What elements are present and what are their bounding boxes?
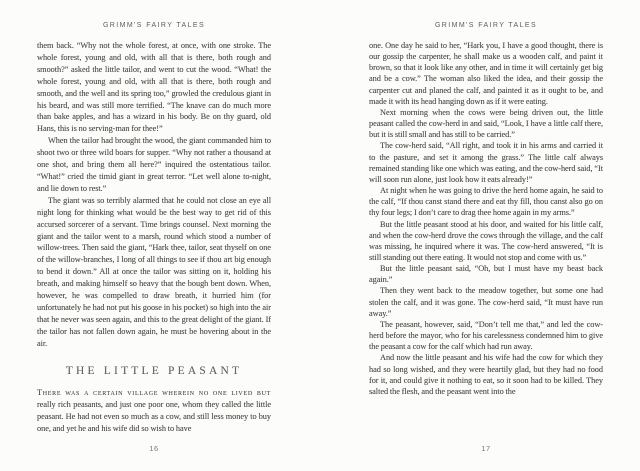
page-17 bbox=[369, 0, 603, 471]
paragraph: When the tailor had brought the wood, the giant commanded him to shoot two or three wild boars for supper. “Why not rather a thousand at one shot, and bring them all here?” inquired the ostentatious tailor. “What!” cried the timid giant in great terror. “Let well alone to-night, and lie down to rest.” bbox=[37, 136, 271, 193]
paragraph: There was a certain village wherein no one lived but really rich peasants, and just one poor one, whom they called the little peasant. He had not even so much as a cow, and still less money to buy one, and yet he and his wife did so wish to have bbox=[37, 388, 271, 434]
smallcaps-lead: There was a certain village wherein no one lived but bbox=[37, 388, 271, 398]
paragraph: At night when he was going to drive the herd home again, he said to the calf, “If thou canst stand there and eat thy fill, thou canst also go on thy four legs; I don’t care to drag thee home again in my arms.” bbox=[369, 186, 603, 218]
paragraph: Next morning when the cows were being driven out, the little peasant called the cow-herd in and said, “Look, I have a little calf there, but it is still small and has still to be carried.” bbox=[369, 107, 603, 140]
paragraph: But the little peasant stood at his door, and waited for his little calf, and when the cow-herd drove the cows through the village, and the calf was missing, he inquired where it was. The cow-herd answered, “It is still standing out there eating. It would not stop and come with us.” bbox=[369, 219, 603, 262]
running-header: GRIMM'S FAIRY TALES bbox=[434, 22, 538, 29]
section-heading: THE LITTLE PEASANT bbox=[65, 364, 243, 377]
paragraph: one. One day he said to her, “Hark you, I have a good thought, there is our gossip the carpenter, he shall make us a wooden calf, and paint it brown, so that it look like any other, and in time it will certainly get big and be a cow.” The woman also liked the idea, and their gossip the carpenter cut and planed the calf, and painted it as it ought to be, and made it with its head hanging down as if it were eating. bbox=[369, 41, 603, 106]
page-body bbox=[369, 40, 603, 397]
paragraph: The peasant, however, said, “Don’t tell me that,” and led the cow-herd before the mayor, who for his carelessness condemned him to give the peasant a cow for the calf which had run away. bbox=[369, 319, 603, 352]
paragraph: Then they went back to the meadow together, but some one had stolen the calf, and it was gone. The cow-herd said, “It must have run away.” bbox=[369, 286, 603, 318]
paragraph: The cow-herd said, “All right, and took it in his arms and carried it to the pasture, and set it among the grass.” The little calf always remained standing like one which was eating, and the cow-herd said, “It will soon run alone, just look how it eats already!” bbox=[369, 141, 603, 184]
paragraph: them back. “Why not the whole forest, at once, with one stroke. The whole forest, young and old, with all that is there, both rough and smooth?” asked the little tailor, and went to cut the wood. “What! the whole forest, young and old, with all that is there, both rough and smooth, and the well and its spring too,” growled the credulous giant in his beard, and was still more terrified. “The knave can do much more than bake apples, and has a wizard in his body. Be on thy guard, old Hans, this is no serving-man for thee!” bbox=[37, 41, 271, 134]
paragraph: The giant was so terribly alarmed that he could not close an eye all night long for thinking what would be the best way to get rid of this accursed sorcerer of a servant. Time brings counsel. Next morning the giant and the tailor went to a marsh, round which stood a number of willow-trees. Then said the giant, “Hark thee, tailor, seat thyself on one of the willow-branches, I long of all things to see if thou art big enough to bend it down.” All at once the tailor was sitting on it, holding his breath, and making himself so heavy that the bough bent down. When, however, he was compelled to draw breath, it hurried him (for unfortunately he had not put his goose in his pocket) so high into the air that he never was seen again, and this to the great delight of the giant. If the tailor has not fallen down again, he must be hovering about in the air. bbox=[37, 195, 271, 348]
running-header: GRIMM'S FAIRY TALES bbox=[102, 22, 206, 29]
paragraph: And now the little peasant and his wife had the cow for which they had so long wished, and they were heartily glad, but they had no food for it, and could give it nothing to eat, so it soon had to be killed. They salted the flesh, and the peasant went into the bbox=[369, 353, 603, 396]
page-number: 17 bbox=[481, 444, 491, 453]
page-body bbox=[37, 40, 271, 435]
page-number: 16 bbox=[149, 444, 159, 453]
page-16 bbox=[37, 0, 271, 471]
paragraph: But the little peasant said, “Oh, but I must have my beast back again.” bbox=[369, 264, 603, 285]
